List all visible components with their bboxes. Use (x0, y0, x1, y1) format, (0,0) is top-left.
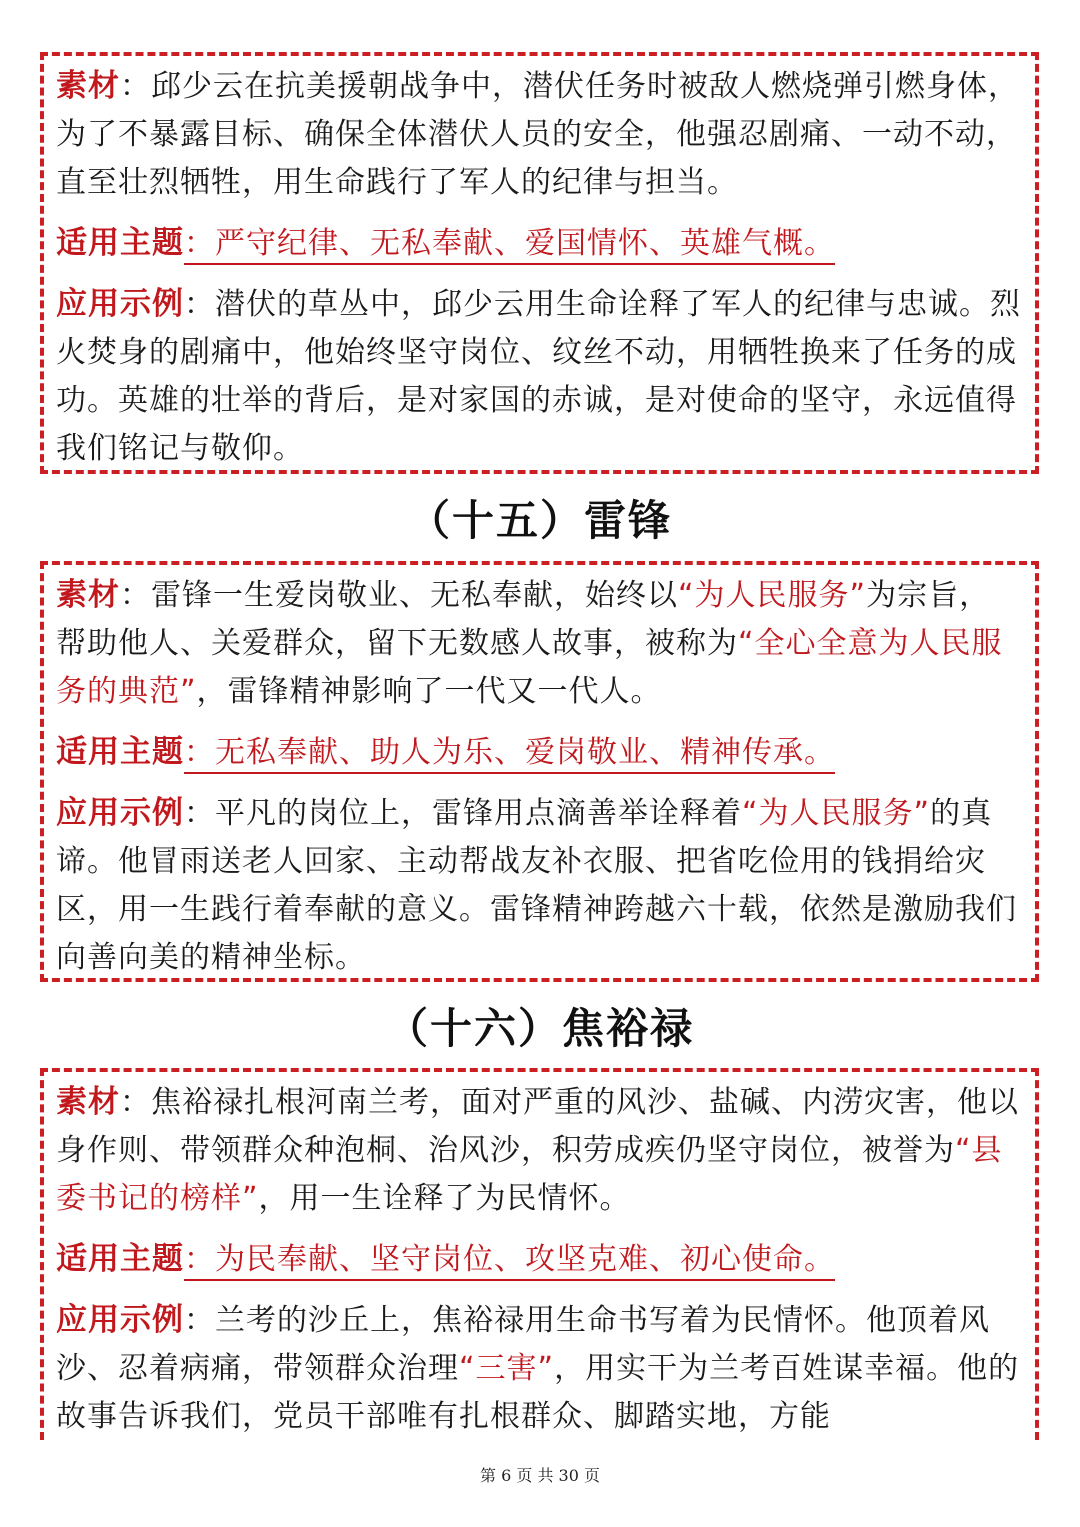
example-text: 潜伏的草丛中，邱少云用生命诠释了军人的纪律与忠诚。烈火焚身的剧痛中，他始终坚守岗位、纹丝不动，用牺牲换来了任务的成功。英雄的壮举的背后，是对家国的赤诚，是对使命的坚守，永远值得我们铭记与敬仰。 (56, 287, 1021, 466)
theme-paragraph: 适用主题：无私奉献、助人为乐、爱岗敬业、精神传承。 (56, 728, 1021, 777)
section-heading-leifeng: （十五）雷锋 (407, 496, 672, 545)
theme-label: 适用主题 (56, 225, 184, 261)
section-heading-jiaoyulu: （十六）焦裕禄 (385, 1004, 694, 1053)
material-label: 素材 (56, 68, 120, 104)
material-paragraph: 素材：焦裕禄扎根河南兰考，面对严重的风沙、盐碱、内涝灾害，他以身作则、带领群众种泡桐、治风沙，积劳成疾仍坚守岗位，被誉为“县委书记的榜样”，用一生诠释了为民情怀。 (56, 1084, 1019, 1216)
example-label: 应用示例 (56, 286, 184, 322)
qiu-shaoyun-card (40, 52, 1039, 474)
quote: “三害” (459, 1351, 555, 1386)
theme-text: 无私奉献、助人为乐、爱岗敬业、精神传承。 (215, 735, 835, 770)
theme-label: 适用主题 (56, 734, 184, 770)
theme-paragraph: 适用主题：严守纪律、无私奉献、爱国情怀、英雄气概。 (56, 219, 1021, 268)
jiaoyulu-card (40, 1068, 1039, 1440)
theme-text: 为民奉献、坚守岗位、攻坚克难、初心使命。 (215, 1242, 835, 1277)
material-paragraph: 素材：邱少云在抗美援朝战争中，潜伏任务时被敌人燃烧弹引燃身体，为了不暴露目标、确保全体潜伏人员的安全，他强忍剧痛、一动不动，直至壮烈牺牲，用生命践行了军人的纪律与担当。 (56, 68, 1019, 200)
example-label: 应用示例 (56, 795, 184, 831)
material-label: 素材 (56, 1084, 120, 1120)
material-text: 邱少云在抗美援朝战争中，潜伏任务时被敌人燃烧弹引燃身体，为了不暴露目标、确保全体潜伏人员的安全，他强忍剧痛、一动不动，直至壮烈牺牲，用生命践行了军人的纪律与担当。 (56, 69, 1019, 200)
quote: “为人民服务” (678, 578, 867, 613)
theme-text: 严守纪律、无私奉献、爱国情怀、英雄气概。 (215, 226, 835, 261)
leifeng-card (40, 561, 1039, 982)
example-paragraph: 应用示例：潜伏的草丛中，邱少云用生命诠释了军人的纪律与忠诚。烈火焚身的剧痛中，他始终坚守岗位、纹丝不动，用牺牲换来了任务的成功。英雄的壮举的背后，是对家国的赤诚，是对使命的坚守，永远值得我们铭记与敬仰。 (56, 286, 1021, 466)
page-number-footer: 第 6 页 共 30 页 (480, 1466, 600, 1485)
material-label: 素材 (56, 577, 120, 613)
quote: “县委书记的榜样” (56, 1133, 1003, 1216)
quote: “全心全意为人民服务的典范” (56, 626, 1003, 709)
example-paragraph: 应用示例：平凡的岗位上，雷锋用点滴善举诠释着“为人民服务”的真谛。他冒雨送老人回家、主动帮战友补衣服、把省吃俭用的钱捐给灾区，用一生践行着奉献的意义。雷锋精神跨越六十载，依然是激励我们向善向美的精神坐标。 (56, 795, 1017, 975)
example-label: 应用示例 (56, 1302, 184, 1338)
theme-label: 适用主题 (56, 1241, 184, 1277)
quote: “为人民服务” (742, 796, 931, 831)
theme-paragraph: 适用主题：为民奉献、坚守岗位、攻坚克难、初心使命。 (56, 1235, 1021, 1284)
example-paragraph: 应用示例：兰考的沙丘上，焦裕禄用生命书写着为民情怀。他顶着风沙、忍着病痛，带领群众治理“三害”，用实干为兰考百姓谋幸福。他的故事告诉我们，党员干部唯有扎根群众、脚踏实地，方能 (56, 1302, 1020, 1434)
material-paragraph: 素材：雷锋一生爱岗敬业、无私奉献，始终以“为人民服务”为宗旨，帮助他人、关爱群众，留下无数感人故事，被称为“全心全意为人民服务的典范”，雷锋精神影响了一代又一代人。 (56, 577, 1003, 709)
